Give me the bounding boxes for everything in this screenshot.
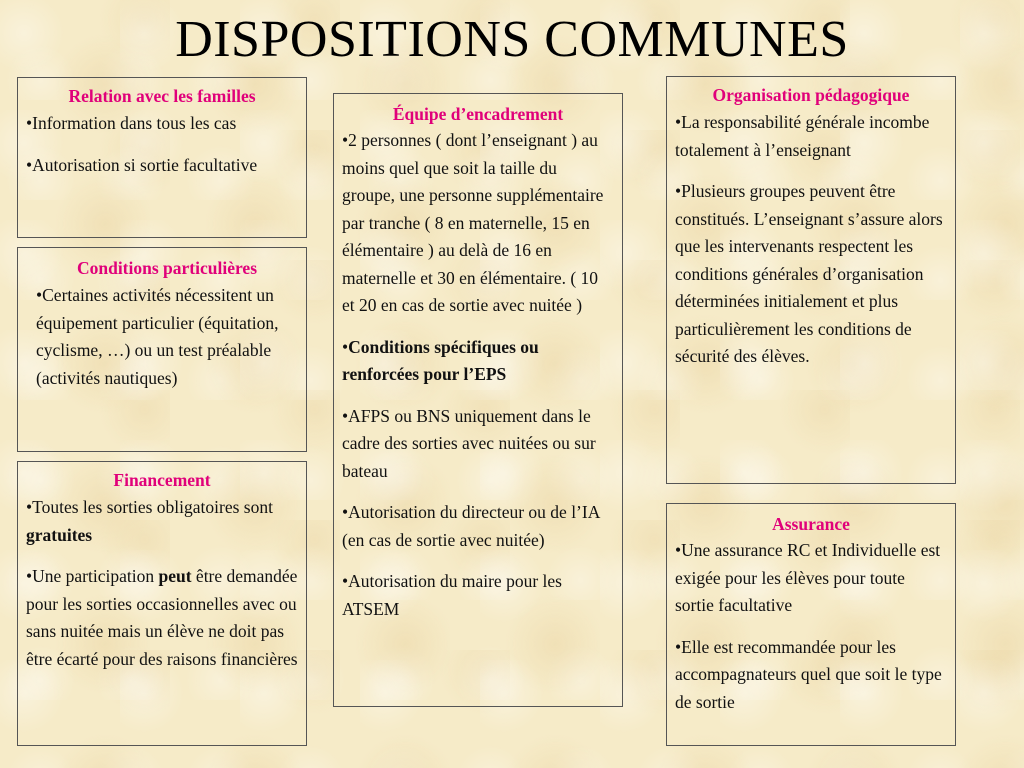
conditions-item-equipement: •Certaines activités nécessitent un équipement particulier (équitation, cyclisme, …) ou un test préalable (activités nautiques): [36, 285, 279, 388]
equipe-item-eps: [342, 334, 614, 389]
equipe-item2-bullet: •: [342, 336, 349, 357]
conditions-particulieres-heading: Conditions particulières: [76, 258, 258, 278]
organisation-item-responsabilite: •La responsabilité générale incombe totalement à l’enseignant: [675, 112, 930, 160]
organisation-pedagogique-box: [666, 76, 956, 484]
equipe-item-personnes: •2 personnes ( dont l’enseignant ) au moins quel que soit la taille du groupe, une personne supplémentaire par tranche ( 8 en maternelle, 15 en élémentaire ) au delà de 16 en maternelle et 30 en élémentaire. ( 10 et 20 en cas de sortie avec nuitée ): [342, 130, 604, 315]
equipe-item-afps: •AFPS ou BNS uniquement dans le cadre des sorties avec nuitées ou sur bateau: [342, 405, 596, 481]
organisation-pedagogique-heading: Organisation pédagogique: [712, 85, 910, 105]
financement-heading: Financement: [113, 470, 211, 490]
assurance-item-rc: •Une assurance RC et Individuelle est exigée pour les élèves pour toute sortie facultative: [675, 540, 941, 615]
equipe-item-autorisation-maire: •Autorisation du maire pour les ATSEM: [342, 571, 562, 619]
relation-item-autorisation: •Autorisation si sortie facultative: [26, 154, 258, 175]
page-title: DISPOSITIONS COMMUNES: [175, 11, 849, 68]
financement-item2-bold: peut: [158, 566, 192, 586]
financement-box: [17, 461, 307, 746]
financement-item1-bold: gratuites: [26, 524, 93, 545]
equipe-item-autorisation-directeur: •Autorisation du directeur ou de l’IA (en cas de sortie avec nuitée): [342, 502, 600, 550]
relation-familles-box: [17, 77, 307, 238]
relation-familles-heading: Relation avec les familles: [68, 86, 256, 106]
conditions-particulieres-box: [17, 247, 307, 452]
equipe-encadrement-heading: Équipe d’encadrement: [392, 104, 564, 124]
financement-item2-text: •Une participation: [26, 566, 159, 586]
financement-item-participation: [26, 563, 298, 673]
equipe-encadrement-box: [333, 93, 623, 707]
financement-item-gratuites: [26, 494, 298, 549]
relation-item-information: •Information dans tous les cas: [26, 113, 237, 133]
assurance-box: [666, 503, 956, 746]
organisation-item-groupes: •Plusieurs groupes peuvent être constitués. L’enseignant s’assure alors que les intervenants respectent les conditions générales d’organisation déterminées initialement et plus particulièrement les conditions de sécurité des élèves.: [675, 181, 943, 366]
financement-item2-rest: être demandée pour les sorties occasionnelles avec ou sans nuitée mais un élève ne doit pas être écarté pour des raisons financières: [26, 566, 298, 669]
equipe-item2-bold: Conditions spécifiques ou renforcées pour l’EPS: [342, 336, 539, 384]
assurance-item-accompagnateurs: •Elle est recommandée pour les accompagnateurs quel que soit le type de sortie: [675, 636, 942, 712]
assurance-heading: Assurance: [772, 514, 850, 534]
financement-item1-text: •Toutes les sorties obligatoires sont: [26, 497, 273, 517]
